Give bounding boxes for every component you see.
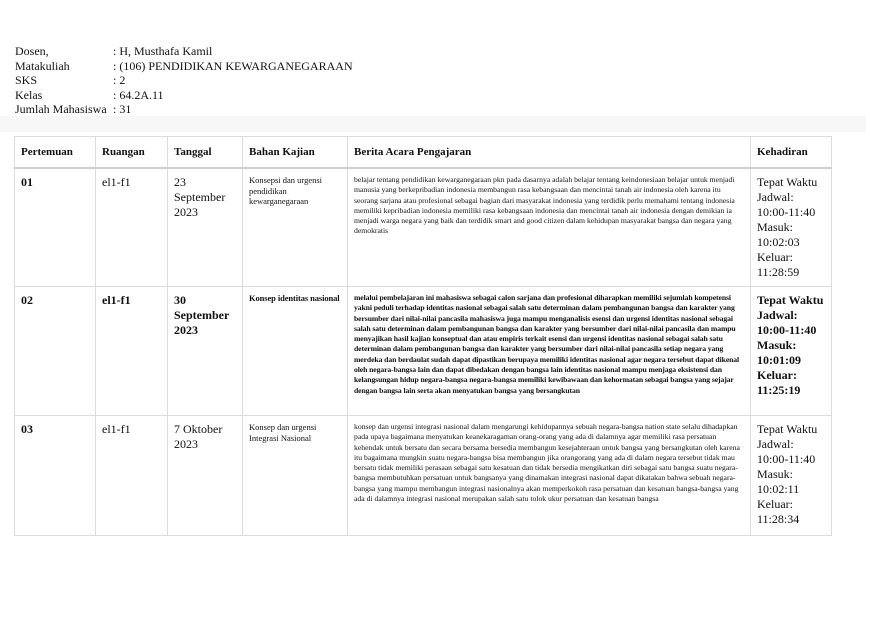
pertemuan-cell: 01 <box>15 168 96 287</box>
matakuliah-value: : (106) PENDIDIKAN KEWARGANEGARAAN <box>113 58 353 73</box>
kehadiran-jadwal: Jadwal: 10:00-11:40 <box>757 308 817 337</box>
header-ruangan: Ruangan <box>96 137 168 169</box>
kelas-value: : 64.2A.11 <box>113 87 164 102</box>
tanggal-cell: 7 Oktober 2023 <box>168 416 243 536</box>
kehadiran-keluar: Keluar: 11:28:34 <box>757 497 800 526</box>
berita-acara-cell: melalui pembelajaran ini mahasiswa sebagai calon sarjana dan profesional diharapkan memiliki sejumlah kompetensi yakni peduli terhadap identitas nasional sebagai salah satu determinan dalam pembangunan bangsa dan karakter yang bersumber dari nilai-nilai pancasila mahasiswa juga mampu menganalisis esensi dan urgensi identitas nasional sebagai salah satu determinan dalam pembangunan bangsa dan karakter yang bersumber dari nilai-nilai pancasila dan mampu menyajikan hasil kajian konseptual dan atau empiris terkait esensi dan urgensi identitas nasional sebagai salah satu determinan dalam pembangunan bangsa dan karakter yang bersumber dari nilai-nilai pancasila setiap negara yang merdeka dan berdaulat sudah dapat dipastikan berupaya memiliki identitas nasional agar negara tersebut dapat dikenal oleh negara-bangsa lain dan dapat dibedakan dengan bangsa lain identitas nasional mampu menjaga eksistensi dan kelangsungan hidup negara-bangsa negara-bangsa memiliki kewibawaan dan kehormatan sebagai bangsa yang sejajar dengan bangsa lain serta akan menyatukan bangsa yang bersangkutan <box>348 287 751 416</box>
matakuliah-label: Matakuliah <box>15 58 70 73</box>
ruangan-cell: el1-f1 <box>96 287 168 416</box>
header-kehadiran: Kehadiran <box>751 137 832 169</box>
info-row-jumlah <box>15 102 353 117</box>
info-row-kelas <box>15 88 353 103</box>
info-row-sks <box>15 73 353 88</box>
table-row <box>15 287 832 416</box>
berita-acara-cell: belajar tentang pendidikan kewarganegaraan pkn pada dasarnya adalah belajar tentang keindonesiaan belajar untuk menjadi manusia yang berkepribadian indonesia membangun rasa kebangsaan dan mencintai tanah air indonesia oleh karena itu seorang sarjana atau profesional sebagai bagian dari masyarakat indonesia yang terdidik perlu memahami tentang indonesia memiliki kepribadian indonesia memiliki rasa kebangsaan indonesia dan mencintai tanah air indonesia dengan demikian ia menjadi warga negara yang baik dan terdidik smart and good citizen dalam kehidupan masyarakat bangsa dan negara yang demokratis <box>348 168 751 287</box>
bahan-kajian-cell: Konsep identitas nasional <box>243 287 348 416</box>
table-row <box>15 416 832 536</box>
kehadiran-masuk: Masuk: 10:01:09 <box>757 338 801 367</box>
jumlah-mahasiswa-label: Jumlah Mahasiswa <box>15 102 107 116</box>
tanggal-cell: 23 September 2023 <box>168 168 243 287</box>
ruangan-cell: el1-f1 <box>96 416 168 536</box>
kehadiran-masuk: Masuk: 10:02:03 <box>757 220 800 249</box>
kehadiran-jadwal: Jadwal: 10:00-11:40 <box>757 437 816 466</box>
header-bahan-kajian: Bahan Kajian <box>243 137 348 169</box>
bahan-kajian-cell: Konsep dan urgensi Integrasi Nasional <box>243 416 348 536</box>
kehadiran-keluar: Keluar: 11:25:19 <box>757 368 801 397</box>
sks-value: : 2 <box>113 73 126 87</box>
header-pertemuan: Pertemuan <box>15 137 96 169</box>
kehadiran-keluar: Keluar: 11:28:59 <box>757 250 800 279</box>
kehadiran-jadwal: Jadwal: 10:00-11:40 <box>757 190 816 219</box>
kehadiran-cell <box>751 287 832 416</box>
header-berita-acara: Berita Acara Pengajaran <box>348 137 751 169</box>
dosen-label: Dosen, <box>15 44 49 58</box>
bahan-kajian-cell: Konsepsi dan urgensi pendidikan kewarganegaraan <box>243 168 348 287</box>
header-tanggal: Tanggal <box>168 137 243 169</box>
kehadiran-status: Tepat Waktu <box>757 175 818 189</box>
pertemuan-cell: 02 <box>15 287 96 416</box>
table-header-row <box>15 137 832 169</box>
dosen-value: : H, Musthafa Kamil <box>113 44 213 58</box>
table-row <box>15 168 832 287</box>
kehadiran-cell <box>751 416 832 536</box>
kehadiran-masuk: Masuk: 10:02:11 <box>757 467 800 496</box>
pertemuan-cell: 03 <box>15 416 96 536</box>
kelas-label: Kelas <box>15 87 43 102</box>
ruangan-cell: el1-f1 <box>96 168 168 287</box>
kehadiran-status: Tepat Waktu <box>757 422 818 436</box>
info-row-matakuliah <box>15 59 353 74</box>
sks-label: SKS <box>15 73 38 87</box>
attendance-table <box>14 136 832 536</box>
kehadiran-cell <box>751 168 832 287</box>
info-row-dosen <box>15 44 353 59</box>
tanggal-cell: 30 September 2023 <box>168 287 243 416</box>
course-info <box>15 44 353 117</box>
divider-band <box>0 116 866 132</box>
berita-acara-cell: konsep dan urgensi integrasi nasional dalam mengarungi kehidupannya sebuah negara-bangsa nation state selalu dihadapkan pada upaya bagaimana menyatukan keanekaragaman orang-orang yang ada di dalamnya agar memiliki rasa persatuan kehendak untuk bersatu dan secara bersama bersedia membangun kesejahteraan untuk bangsa yang bersangkutan oleh karena itu bagaimana mungkin suatu negara-bangsa bisa membangun jika orangorang yang ada di dalam negara tersebut tidak mau bersatu tidak memiliki perasaan sebagai satu kesatuan dan tidak bersedia mengikatkan diri sebagai satu bangsa suatu negara-bangsa membutuhkan persatuan untuk bangsanya yang dinamakan integrasi nasional dapat dikatakan bahwa sebuah negara- bangsa yang mampu membangun integrasi nasionalnya akan memperkokoh rasa persatuan dan kesatuan bangsa-bangsa yang ada di dalamnya integrasi nasional merupakan salah satu tolok ukur persatuan dan kesatuan bangsa <box>348 416 751 536</box>
kehadiran-status: Tepat Waktu <box>757 293 824 307</box>
jumlah-mahasiswa-value: : 31 <box>113 102 132 116</box>
